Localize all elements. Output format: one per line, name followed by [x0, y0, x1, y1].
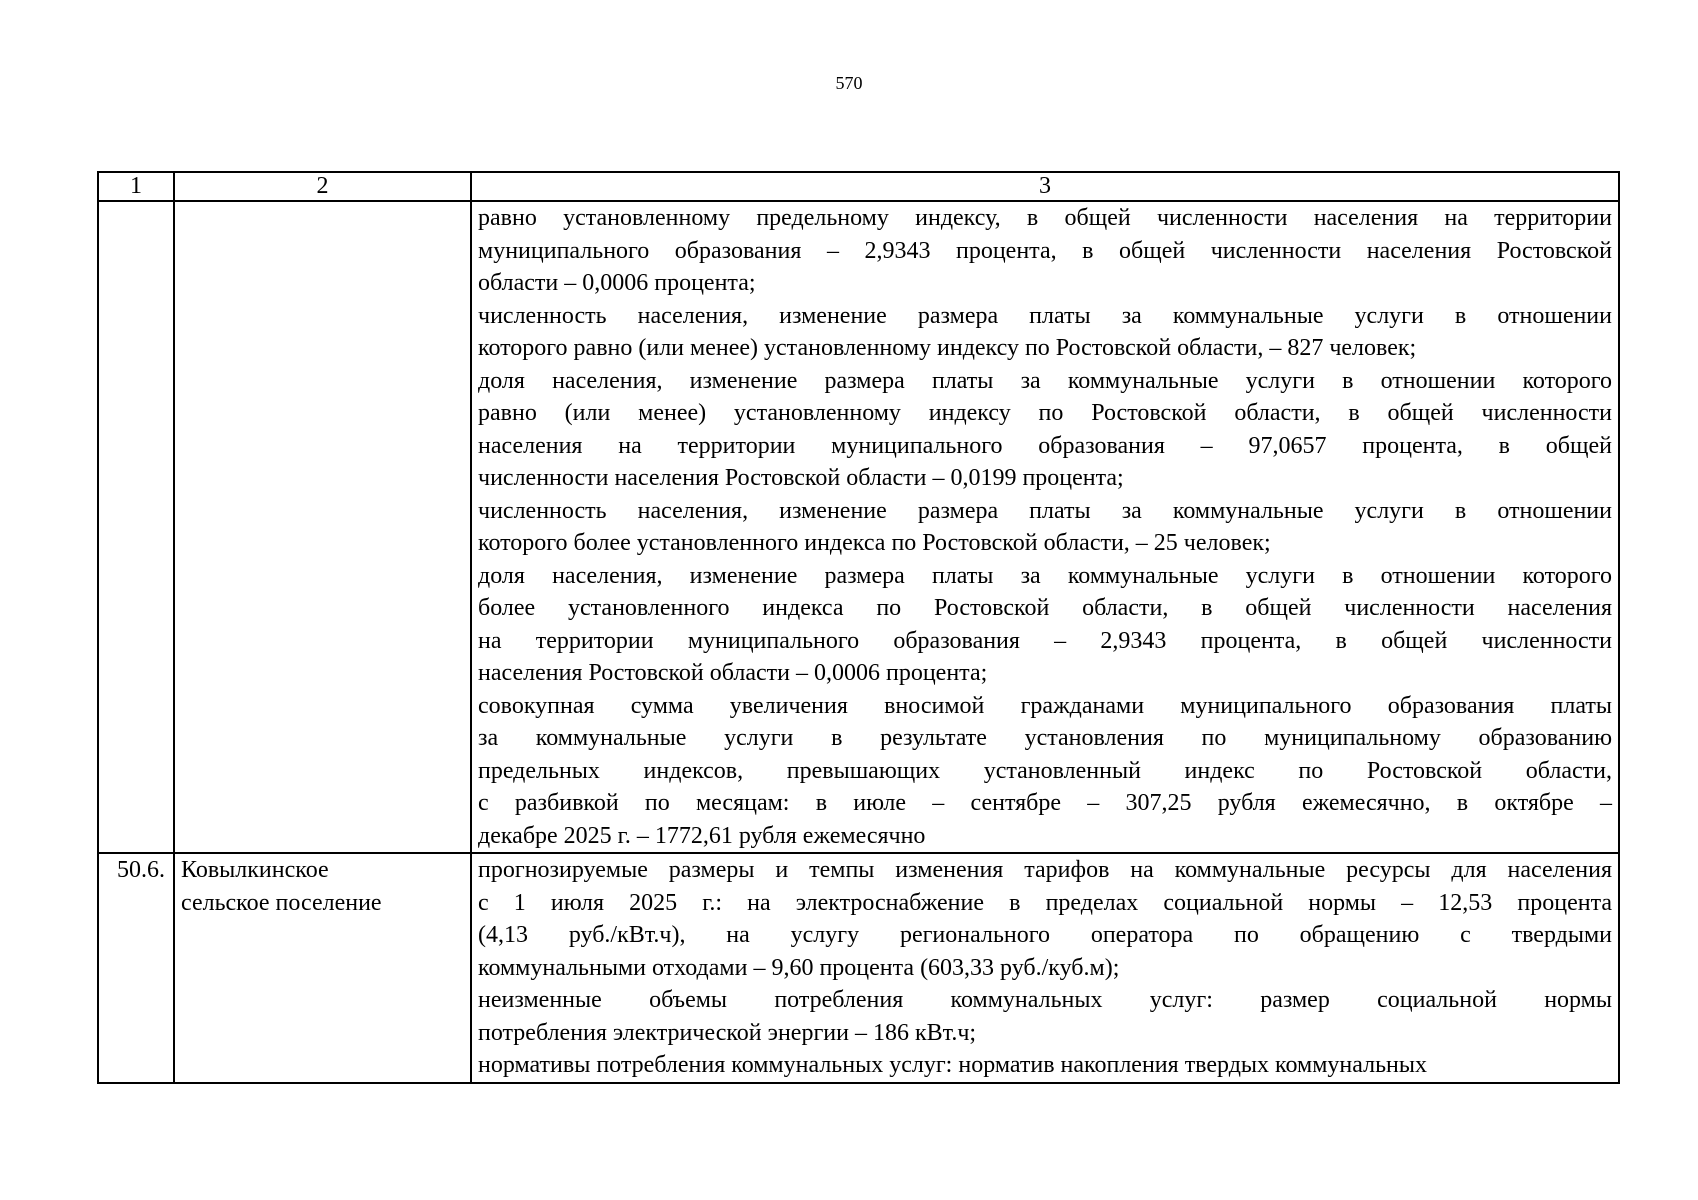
row-text-cell	[471, 853, 1619, 1083]
page-number: 570	[835, 73, 863, 93]
text-paragraph	[478, 690, 1612, 853]
row-number-cell: 50.6.	[98, 853, 174, 1083]
row-text-cell	[471, 201, 1619, 853]
row-name-cell	[174, 853, 471, 1083]
text-line: населения на территории муниципального образования – 97,0657 процента, в общей	[478, 432, 1612, 459]
text-line: равно установленному предельному индексу, в общей численности населения на территории	[478, 205, 1612, 231]
header-cell-1: 1	[98, 172, 174, 201]
text-paragraph	[478, 495, 1612, 560]
text-line: с разбивкой по месяцам: в июле – сентябре – 307,25 рубля ежемесячно, в октябре –	[478, 790, 1612, 816]
text-line: области – 0,0006 процента;	[478, 270, 756, 296]
table-row	[98, 201, 1619, 853]
text-line: неизменные объемы потребления коммунальных услуг: размер социальной нормы	[478, 987, 1612, 1013]
text-line: с 1 июля 2025 г.: на электроснабжение в пределах социальной нормы – 12,53 процента	[478, 889, 1612, 916]
text-paragraph	[478, 1049, 1612, 1082]
table-header-row	[98, 172, 1619, 201]
row-name-cell	[174, 201, 471, 853]
text-line: (4,13 руб./кВт.ч), на услугу регионального оператора по обращению с твердыми	[478, 922, 1612, 948]
text-paragraph	[478, 560, 1612, 690]
text-line: декабре 2025 г. – 1772,61 рубля ежемесячно	[478, 822, 926, 849]
text-paragraph	[478, 300, 1612, 365]
text-paragraph	[478, 984, 1612, 1049]
text-line: за коммунальные услуги в результате установления по муниципальному образованию	[478, 725, 1612, 751]
data-table	[97, 171, 1620, 1084]
text-line: на территории муниципального образования – 2,9343 процента, в общей численности	[478, 627, 1612, 654]
text-line: численность населения, изменение размера платы за коммунальные услуги в отношении	[478, 302, 1612, 329]
text-line: потребления электрической энергии – 186 кВт.ч;	[478, 1019, 977, 1046]
header-cell-2: 2	[174, 172, 471, 201]
text-line: равно (или менее) установленному индексу по Ростовской области, в общей численности	[478, 400, 1612, 426]
text-line: которого более установленного индекса по Ростовской области, – 25 человек;	[478, 530, 1271, 556]
text-paragraph	[478, 365, 1612, 495]
settlement-name-line: сельское поселение	[181, 889, 382, 916]
text-line: доля населения, изменение размера платы за коммунальные услуги в отношении которого	[478, 562, 1612, 589]
text-line: нормативы потребления коммунальных услуг: норматив накопления твердых коммунальных	[478, 1052, 1427, 1078]
text-paragraph	[478, 202, 1612, 300]
text-line: численность населения, изменение размера платы за коммунальные услуги в отношении	[478, 497, 1612, 524]
settlement-name-line: Ковылкинское	[181, 857, 329, 883]
text-line: совокупная сумма увеличения вносимой гражданами муниципального образования платы	[478, 692, 1612, 719]
text-line: более установленного индекса по Ростовской области, в общей численности населения	[478, 595, 1612, 621]
row-number-cell	[98, 201, 174, 853]
text-line: которого равно (или менее) установленному индексу по Ростовской области, – 827 человек;	[478, 335, 1417, 361]
text-line: предельных индексов, превышающих установленный индекс по Ростовской области,	[478, 757, 1612, 784]
text-line: прогнозируемые размеры и темпы изменения тарифов на коммунальные ресурсы для населения	[478, 857, 1612, 883]
text-line: коммунальными отходами – 9,60 процента (603,33 руб./куб.м);	[478, 954, 1120, 981]
text-line: муниципального образования – 2,9343 процента, в общей численности населения Ростовской	[478, 237, 1612, 264]
text-line: доля населения, изменение размера платы за коммунальные услуги в отношении которого	[478, 367, 1612, 394]
text-line: численности населения Ростовской области – 0,0199 процента;	[478, 465, 1124, 491]
text-line: населения Ростовской области – 0,0006 процента;	[478, 660, 988, 686]
table-row	[98, 853, 1619, 1083]
header-cell-3: 3	[471, 172, 1619, 201]
text-paragraph	[478, 854, 1612, 984]
